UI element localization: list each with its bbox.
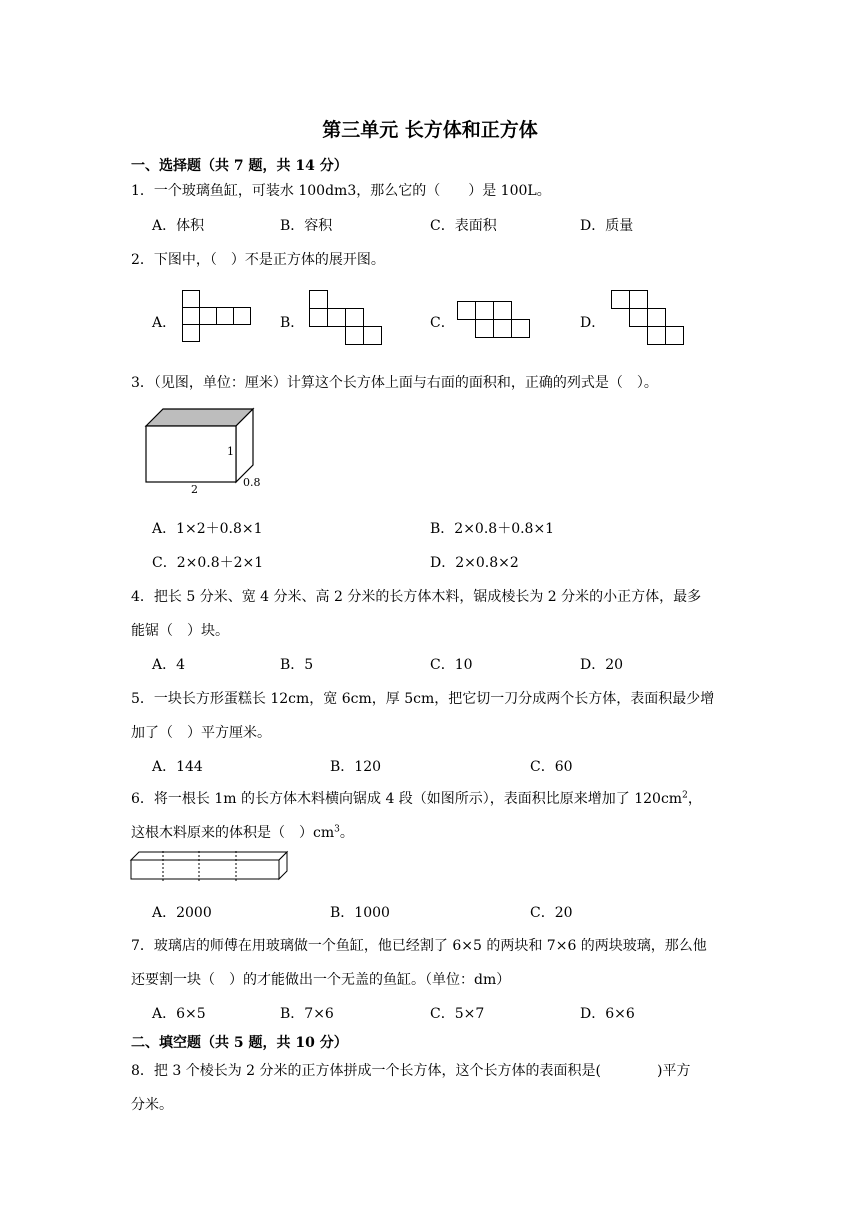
q5-option-c[interactable]: C．60 [530, 759, 573, 775]
cube-net-b-figure [309, 290, 385, 346]
q1-option-b[interactable]: B．容积 [280, 218, 333, 234]
question-5-line1: 5．一块长方形蛋糕长 12cm，宽 6cm，厚 5cm，把它切一刀分成两个长方体，表面积最少增 [131, 691, 715, 707]
section-heading-choice: 一、选择题（共 7 题，共 14 分） [131, 158, 348, 174]
question-6-line2-text: 这根木料原来的体积是（ ）cm [131, 825, 335, 841]
squared-sup: 2 [682, 790, 688, 801]
question-7-line2: 还要割一块（ ）的才能做出一个无盖的鱼缸。（单位：dm） [131, 972, 511, 988]
section-heading-fill: 二、填空题（共 5 题，共 10 分） [131, 1035, 348, 1051]
q1-option-c[interactable]: C．表面积 [430, 218, 497, 234]
cuboid-figure [145, 408, 270, 496]
cuboid-width-label: 0.8 [243, 476, 261, 489]
question-6-line2 [131, 822, 354, 842]
q1-option-d[interactable]: D．质量 [580, 218, 634, 234]
q5-option-b[interactable]: B．120 [330, 759, 382, 775]
q2-option-b[interactable]: B． [280, 315, 305, 331]
cube-net-c-figure [457, 301, 532, 339]
question-7-line1: 7．玻璃店的师傅在用玻璃做一个鱼缸，他已经割了 6×5 的两块和 7×6 的两块玻璃，那么他 [131, 938, 707, 954]
cube-net-d-figure [611, 290, 685, 348]
q2-option-a[interactable]: A． [152, 315, 177, 331]
q4-option-c[interactable]: C．10 [430, 657, 473, 673]
question-8-line1: 8．把 3 个棱长为 2 分米的正方体拼成一个长方体，这个长方体的表面积是( )平方 [131, 1063, 691, 1079]
q3-option-d[interactable]: D．2×0.8×2 [430, 555, 519, 571]
cubed-sup: 3 [334, 824, 340, 835]
q6-option-c[interactable]: C．20 [530, 905, 573, 921]
q3-option-b[interactable]: B．2×0.8＋0.8×1 [430, 521, 555, 537]
question-6-line1-text: 6．将一根长 1m 的长方体木料横向锯成 4 段（如图所示），表面积比原来增加了 120cm [131, 791, 683, 807]
q3-option-a[interactable]: A．1×2＋0.8×1 [152, 521, 263, 537]
question-2: 2．下图中，（ ）不是正方体的展开图。 [131, 252, 385, 268]
question-5-line2: 加了（ ）平方厘米。 [131, 725, 271, 741]
question-4-line1: 4．把长 5 分米、宽 4 分米、高 2 分米的长方体木料，锯成棱长为 2 分米的小正方体，最多 [131, 589, 702, 605]
q5-option-a[interactable]: A．144 [152, 759, 203, 775]
q4-option-d[interactable]: D．20 [580, 657, 624, 673]
timber-bar-figure [130, 851, 290, 881]
cube-net-a-figure [182, 290, 254, 344]
question-6-line2-end: 。 [339, 825, 354, 841]
q6-option-b[interactable]: B．1000 [330, 905, 390, 921]
q2-option-c[interactable]: C． [430, 315, 455, 331]
q7-option-a[interactable]: A．6×5 [152, 1006, 206, 1022]
q4-option-b[interactable]: B．5 [280, 657, 314, 673]
q1-option-a[interactable]: A．体积 [152, 218, 205, 234]
q7-option-b[interactable]: B．7×6 [280, 1006, 334, 1022]
question-6-line1 [131, 788, 702, 808]
question-1: 1．一个玻璃鱼缸，可装水 100dm3，那么它的（ ）是 100L。 [131, 183, 551, 199]
q7-option-d[interactable]: D．6×6 [580, 1006, 635, 1022]
q7-option-c[interactable]: C．5×7 [430, 1006, 485, 1022]
question-3: 3．（见图，单位：厘米）计算这个长方体上面与右面的面积和，正确的列式是（ ）。 [131, 375, 658, 391]
q4-option-a[interactable]: A．4 [152, 657, 186, 673]
page-title: 第三单元 长方体和正方体 [322, 119, 538, 141]
q3-option-c[interactable]: C．2×0.8＋2×1 [152, 555, 264, 571]
cuboid-length-label: 2 [191, 483, 198, 496]
q2-option-d[interactable]: D． [580, 315, 606, 331]
question-8-line2: 分米。 [131, 1097, 173, 1113]
question-6-line1-end: ， [687, 791, 702, 807]
question-4-line2: 能锯（ ）块。 [131, 623, 229, 639]
q6-option-a[interactable]: A．2000 [152, 905, 212, 921]
cuboid-height-label: 1 [227, 445, 234, 458]
